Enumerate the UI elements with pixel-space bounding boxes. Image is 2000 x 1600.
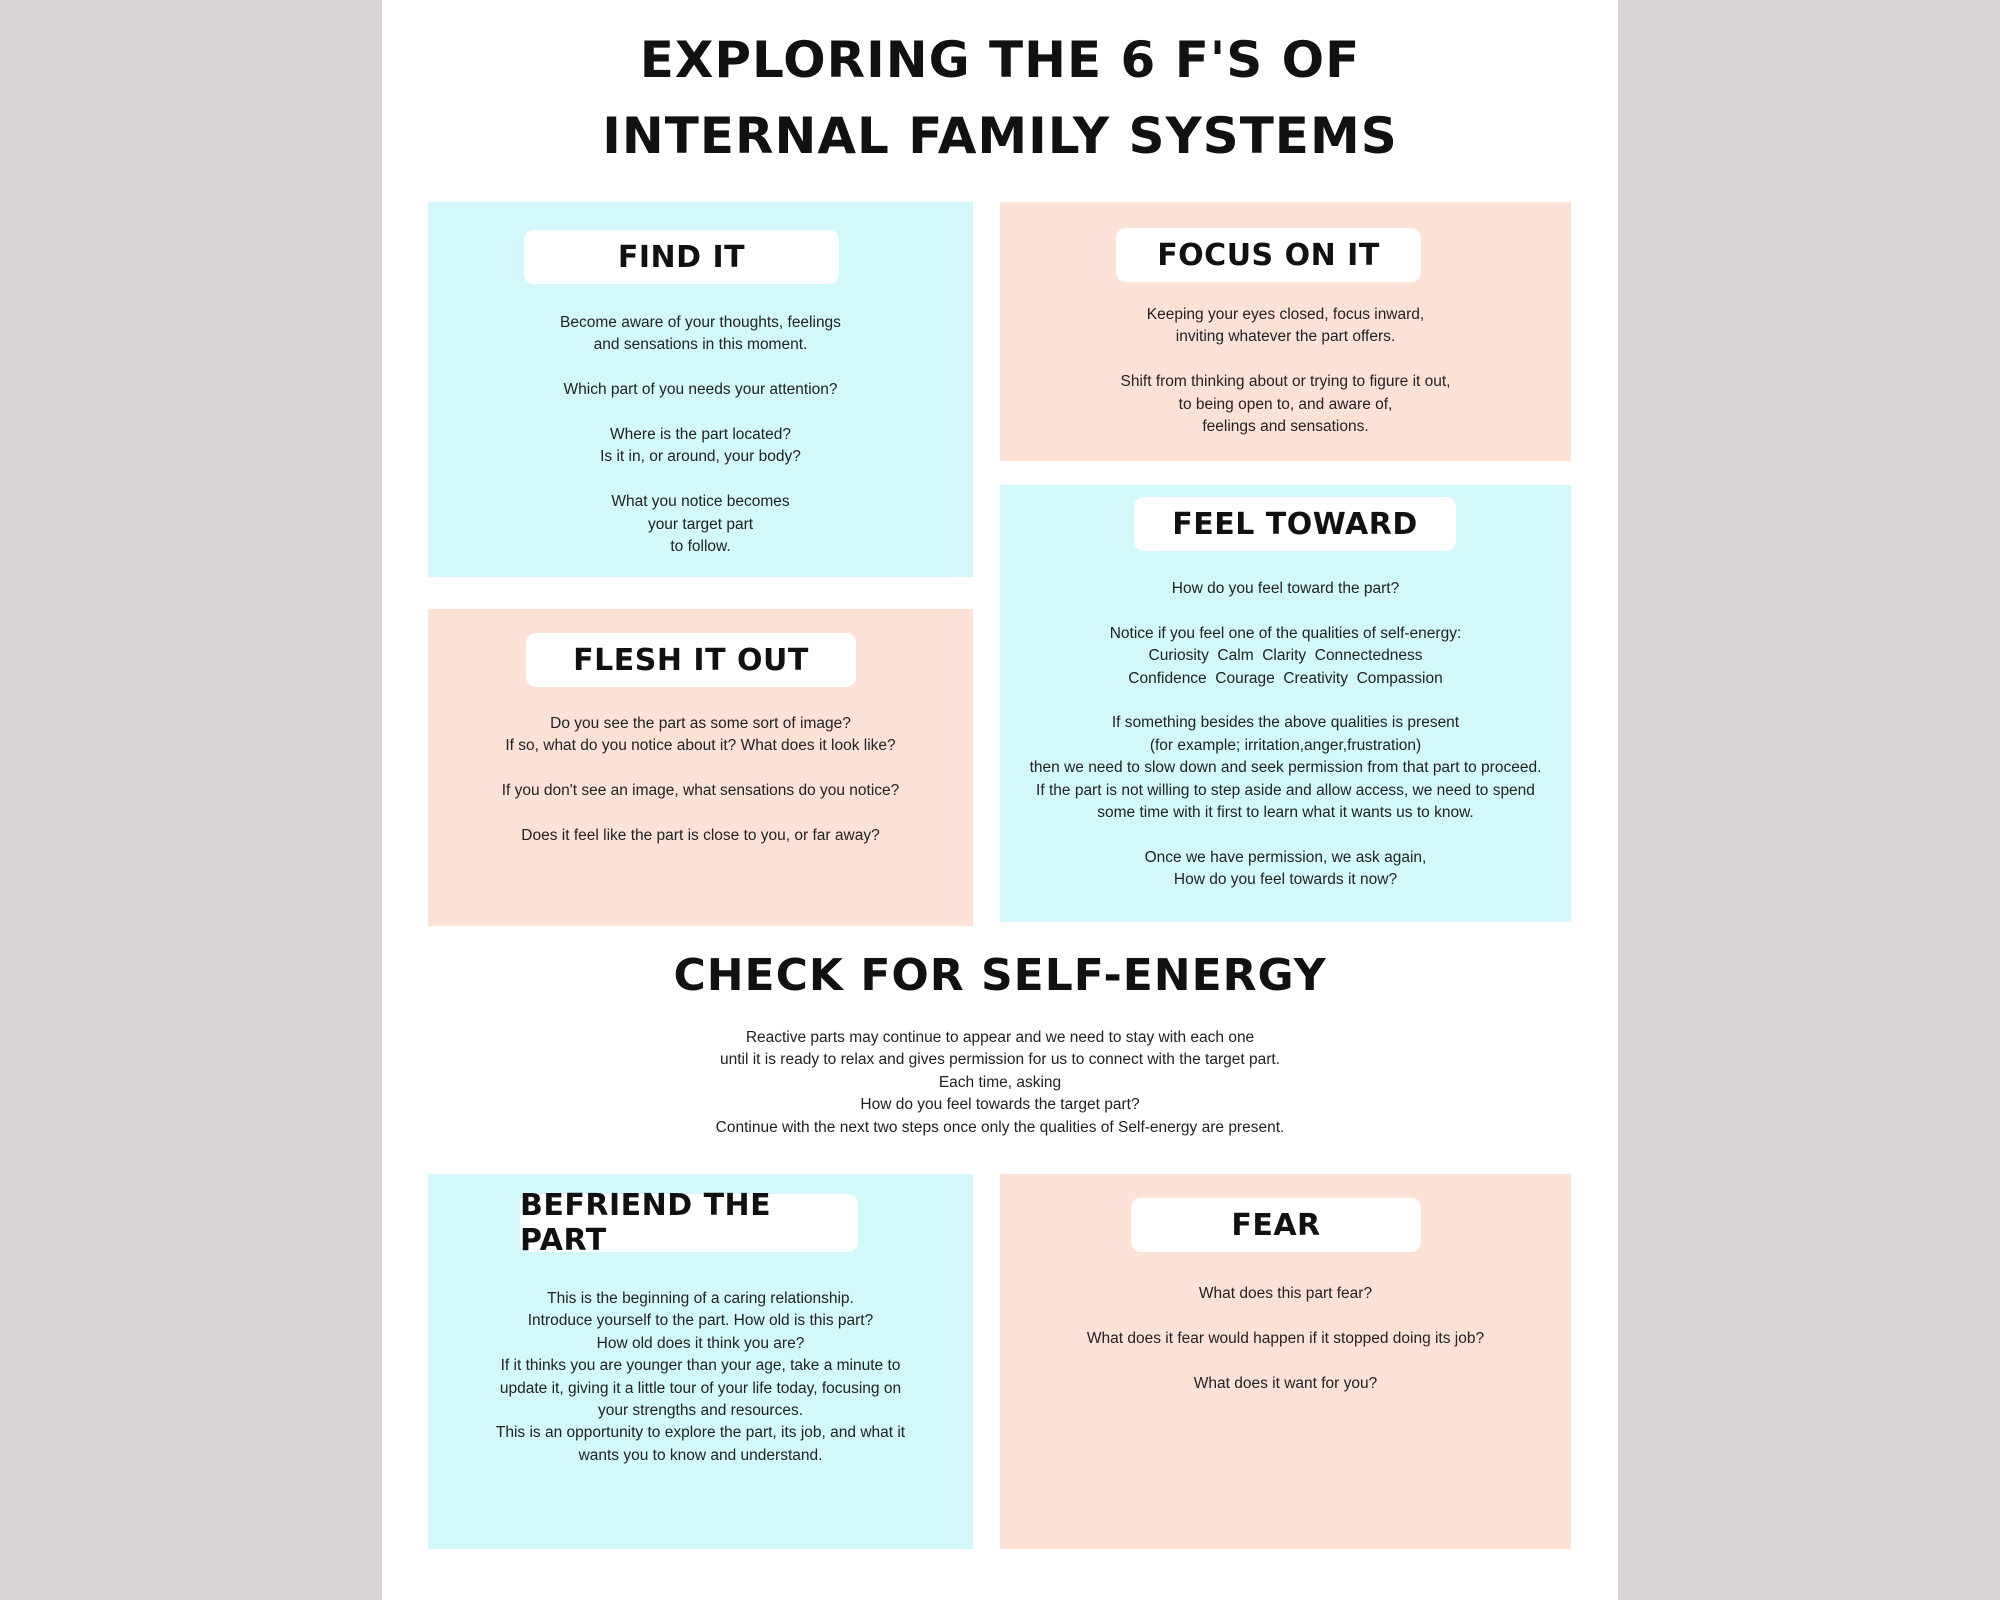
text-line: your target part bbox=[647, 515, 754, 533]
focus-on-it-card bbox=[1000, 202, 1571, 461]
line-gap bbox=[428, 402, 973, 424]
text-line: What does it fear would happen if it stopped doing its job? bbox=[1086, 1329, 1485, 1347]
line-gap bbox=[1000, 1350, 1571, 1372]
text-line: Curiosity Calm Clarity Connectedness bbox=[1148, 647, 1423, 665]
flesh-it-out-card bbox=[428, 609, 973, 926]
line-gap bbox=[1000, 1305, 1571, 1327]
flesh-it-out-heading: FLESH IT OUT bbox=[526, 633, 856, 687]
feel-toward-text bbox=[1000, 578, 1571, 892]
text-line: until it is ready to relax and gives permission for us to connect with the target part. bbox=[720, 1051, 1280, 1069]
line-gap bbox=[428, 758, 973, 780]
text-line: If you don't see an image, what sensations do you notice? bbox=[501, 782, 900, 800]
text-line: wants you to know and understand. bbox=[578, 1446, 823, 1464]
text-line: How do you feel towards it now? bbox=[1173, 871, 1398, 889]
text-line: some time with it first to learn what it wants us to know. bbox=[1097, 804, 1474, 822]
find-it-card bbox=[428, 202, 973, 577]
text-line: What does it want for you? bbox=[1193, 1374, 1378, 1392]
text-line: What does this part fear? bbox=[1198, 1285, 1373, 1302]
text-line: Continue with the next two steps once only the qualities of Self-energy are present. bbox=[715, 1118, 1285, 1136]
line-gap bbox=[1000, 824, 1571, 846]
text-line: Become aware of your thoughts, feelings bbox=[560, 314, 841, 331]
text-line: to follow. bbox=[670, 538, 731, 556]
text-line: Where is the part located? bbox=[610, 426, 791, 443]
text-line: feelings and sensations. bbox=[1202, 418, 1369, 436]
text-line: to being open to, and aware of, bbox=[1178, 395, 1393, 413]
line-gap bbox=[1000, 600, 1571, 622]
find-it-heading: FIND IT bbox=[524, 230, 839, 284]
text-line: If it thinks you are younger than your age, take a minute to bbox=[500, 1357, 901, 1375]
text-line: Is it in, or around, your body? bbox=[600, 448, 801, 466]
text-line: Keeping your eyes closed, focus inward, bbox=[1146, 306, 1425, 323]
text-line: Once we have permission, we ask again, bbox=[1144, 848, 1427, 866]
line-gap bbox=[428, 357, 973, 379]
fear-text bbox=[1000, 1283, 1571, 1395]
feel-toward-heading: FEEL TOWARD bbox=[1134, 497, 1456, 551]
text-line: Confidence Courage Creativity Compassion bbox=[1128, 669, 1443, 687]
flesh-it-out-text bbox=[428, 713, 973, 847]
find-it-text bbox=[428, 312, 973, 558]
page-title bbox=[382, 22, 1618, 174]
text-line: Introduce yourself to the part. How old is this part? bbox=[527, 1312, 874, 1330]
line-gap bbox=[428, 469, 973, 491]
feel-toward-card bbox=[1000, 485, 1571, 922]
text-line: (for example; irritation,anger,frustration) bbox=[1149, 736, 1422, 754]
fear-card bbox=[1000, 1174, 1571, 1549]
befriend-card bbox=[428, 1174, 973, 1549]
text-line: Do you see the part as some sort of image? bbox=[550, 715, 851, 732]
text-line: update it, giving it a little tour of your life today, focusing on bbox=[499, 1379, 902, 1397]
line-gap bbox=[1000, 690, 1571, 712]
text-line: Does it feel like the part is close to you, or far away? bbox=[521, 827, 880, 844]
title-line-1: EXPLORING THE 6 F'S OF bbox=[639, 31, 1361, 89]
text-line: How old does it think you are? bbox=[596, 1334, 805, 1352]
text-line: Each time, asking bbox=[938, 1073, 1062, 1091]
text-line: your strengths and resources. bbox=[597, 1402, 804, 1420]
line-gap bbox=[1000, 349, 1571, 371]
check-self-energy-heading: CHECK FOR SELF-ENERGY bbox=[673, 950, 1327, 1001]
fear-heading: FEAR bbox=[1131, 1198, 1421, 1252]
text-line: What you notice becomes bbox=[611, 493, 790, 511]
text-line: then we need to slow down and seek permission from that part to proceed. bbox=[1029, 759, 1542, 777]
text-line: inviting whatever the part offers. bbox=[1175, 328, 1396, 346]
focus-on-it-text bbox=[1000, 304, 1571, 438]
title-line-2: INTERNAL FAMILY SYSTEMS bbox=[602, 107, 1398, 165]
befriend-text bbox=[428, 1288, 973, 1467]
text-line: If something besides the above qualities is present bbox=[1111, 714, 1460, 732]
worksheet-page bbox=[382, 0, 1618, 1600]
text-line: This is the beginning of a caring relationship. bbox=[547, 1290, 854, 1307]
text-line: This is an opportunity to explore the part, its job, and what it bbox=[495, 1424, 906, 1442]
focus-on-it-heading: FOCUS ON IT bbox=[1116, 228, 1421, 282]
text-line: How do you feel toward the part? bbox=[1171, 580, 1400, 597]
text-line: Shift from thinking about or trying to figure it out, bbox=[1120, 373, 1451, 391]
check-self-energy-text bbox=[382, 1027, 1618, 1139]
befriend-heading: BEFRIEND THE PART bbox=[520, 1194, 858, 1252]
text-line: Reactive parts may continue to appear and we need to stay with each one bbox=[745, 1029, 1255, 1046]
line-gap bbox=[428, 803, 973, 825]
text-line: How do you feel towards the target part? bbox=[860, 1096, 1140, 1114]
text-line: Which part of you needs your attention? bbox=[563, 381, 838, 399]
text-line: If so, what do you notice about it? What does it look like? bbox=[505, 737, 896, 755]
text-line: Notice if you feel one of the qualities of self-energy: bbox=[1109, 624, 1462, 642]
text-line: and sensations in this moment. bbox=[593, 336, 808, 354]
text-line: If the part is not willing to step aside and allow access, we need to spend bbox=[1036, 781, 1535, 799]
